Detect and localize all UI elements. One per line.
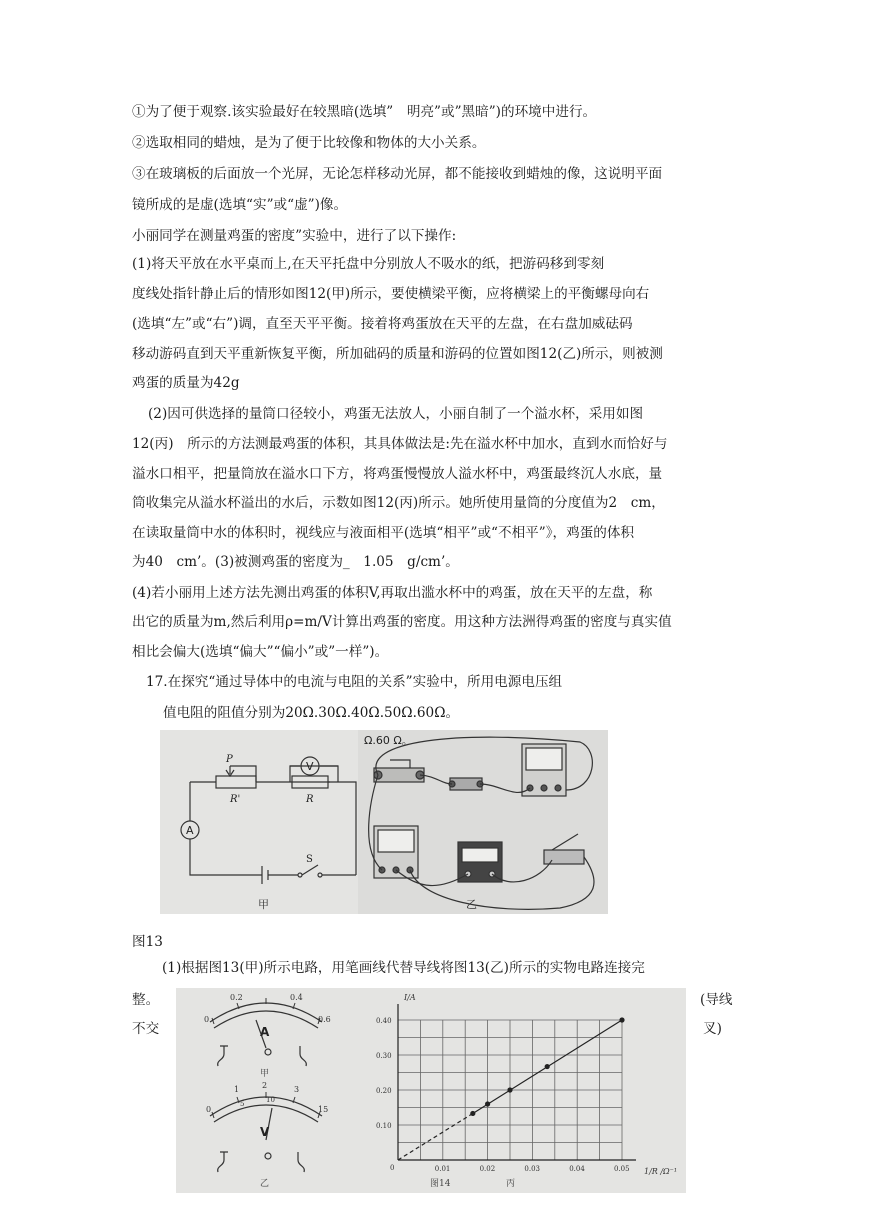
voltmeter-tick-3: 3 (294, 1085, 300, 1094)
fig13-instruction-line-1: (1)根据图13(甲)所示电路，用笔画线代替导线将图13(乙)所示的实物电路连接完 (162, 960, 645, 976)
figure-13-label-yi: 乙 (466, 898, 477, 911)
switch-label: S (306, 854, 313, 865)
text-line-8: (选填“左”或“右”)调，直至天平平衡。接着将鸡蛋放在天平的左盘，在右盘加威砝码 (132, 316, 633, 332)
graph-y-axis-label: I/A (404, 993, 416, 1002)
text-line-2: ②选取相同的蜡烛，是为了便于比较像和物体的大小关系。 (132, 135, 486, 151)
fig13-instruction-right-2: 叉) (703, 1021, 722, 1037)
voltmeter-tick-2: 2 (262, 1081, 268, 1090)
data-point (470, 1111, 475, 1116)
x-tick-label: 0.02 (479, 1165, 496, 1173)
text-line-17: (4)若小丽用上述方法先测出鸡蛋的体积V,再取出滥水杯中的鸡蛋，放在天平的左盘，称 (132, 585, 653, 601)
text-line-14: 筒收集完从溢水杯溢出的水后，示数如图12(丙)所示。她所使用量筒的分度值为2 cm， (132, 495, 665, 511)
text-line-20: 17.在探究“通过导体中的电流与电阻的关系”实验中，所用电源电压组 (146, 674, 563, 690)
ammeter-tick-1: 0.2 (230, 993, 243, 1002)
data-point (485, 1101, 490, 1106)
ammeter-tick-2: 0.4 (290, 993, 303, 1002)
text-line-21: 值电阻的阻值分别为20Ω.30Ω.40Ω.50Ω.60Ω。 (163, 705, 460, 721)
slider-label: P (226, 754, 233, 765)
fig13-instruction-left-1: 整。 (132, 992, 160, 1008)
y-tick-label: 0.40 (376, 1017, 392, 1025)
text-line-5: 小丽同学在测量鸡蛋的密度”实验中，进行了以下操作: (132, 228, 457, 244)
origin-label: 0 (390, 1164, 395, 1172)
ammeter-dial-symbol: A (260, 1025, 270, 1039)
voltmeter-tick-4: 5 (240, 1100, 245, 1108)
ammeter-tick-3: 0.6 (318, 1015, 331, 1024)
text-line-1: ①为了便于观察.该实验最好在较黑暗(选填” 明亮”或”黑暗”)的环境中进行。 (132, 104, 597, 120)
figure-13-caption: 图13 (132, 934, 163, 950)
x-tick-label: 0.04 (569, 1165, 585, 1173)
figure-13-top-label: Ω.60 Ω。 (364, 734, 413, 747)
voltmeter-label: 乙 (260, 1179, 270, 1189)
figure-13 (160, 730, 608, 914)
text-line-11: (2)因可供选择的量筒口径较小，鸡蛋无法放人，小丽自制了一个溢水杯，采用如图 (148, 406, 644, 422)
figure-14 (176, 988, 686, 1193)
x-tick-label: 0.03 (524, 1165, 540, 1173)
text-line-16: 为40 cm’。(3)被测鸡蛋的密度为_ 1.05 g/cm’。 (132, 554, 459, 570)
data-point (545, 1064, 550, 1069)
y-tick-label: 0.30 (376, 1052, 392, 1060)
text-line-15: 在读取量筒中水的体积时，视线应与液面相平(选填“相平”或“不相平”》，鸡蛋的体积 (132, 525, 635, 541)
text-line-3: ③在玻璃板的后面放一个光屏，无论怎样移动光屏，都不能接收到蜡烛的像，这说明平面 (132, 166, 663, 182)
text-line-4: 镜所成的是虚(选填“实”或“虚”)像。 (132, 197, 348, 213)
graph-x-axis-label: 1/R /Ω⁻¹ (644, 1167, 678, 1176)
text-line-19: 相比会偏大(选填“偏大”“偏小”或”一样”)。 (132, 644, 389, 660)
resistor-label: R (306, 794, 314, 805)
voltmeter-symbol: V (306, 760, 314, 773)
fig13-instruction-right-1: (导线 (700, 992, 733, 1008)
rheostat-label: R' (230, 794, 241, 805)
text-line-12: 12(丙) 所示的方法测最鸡蛋的体积，其具体做法是:先在溢水杯中加水，直到水而恰好与 (132, 436, 668, 452)
figure-14-caption: 图14 (430, 1179, 451, 1189)
figure-13-label-jia: 甲 (258, 898, 269, 911)
y-tick-label: 0.20 (376, 1087, 392, 1095)
voltmeter-tick-0: 0 (206, 1105, 212, 1114)
data-point (507, 1087, 512, 1092)
text-line-13: 溢水口相平，把量筒放在溢水口下方，将鸡蛋慢慢放人溢水杯中，鸡蛋最终沉人水底，量 (132, 466, 663, 482)
text-line-7: 度线处指针静止后的情形如图12(甲)所示，要使横梁平衡，应将横梁上的平衡螺母向右 (132, 286, 650, 302)
ammeter-label: 甲 (260, 1069, 270, 1079)
text-line-9: 移动游码直到天平重新恢复平衡，所加础码的质量和游码的位置如图12(乙)所示，则被测 (132, 346, 663, 362)
figure-13-drawing (160, 730, 608, 914)
y-tick-label: 0.10 (376, 1122, 392, 1130)
text-line-6: (1)将天平放在水平桌而上,在天平托盘中分别放人不吸水的纸，把游码移到零刻 (132, 256, 605, 272)
graph-label: 丙 (506, 1179, 516, 1189)
text-line-10: 鸡蛋的质量为42g (132, 375, 240, 391)
ammeter-symbol: A (186, 824, 194, 837)
text-line-18: 出它的质量为m,然后利用ρ=m/V计算出鸡蛋的密度。用这种方法洲得鸡蛋的密度与真实值 (132, 614, 672, 630)
ammeter-tick-0: 0 (204, 1015, 210, 1024)
voltmeter-tick-5: 10 (266, 1096, 275, 1104)
voltmeter-dial-symbol: V (260, 1125, 270, 1139)
x-tick-label: 0.05 (614, 1165, 630, 1173)
i-vs-inverse-r-graph (376, 1004, 636, 1173)
trend-line-dashed (398, 1113, 473, 1160)
voltmeter-tick-1: 1 (234, 1085, 240, 1094)
data-point (619, 1017, 624, 1022)
x-tick-label: 0.01 (434, 1165, 451, 1173)
figure-14-drawing (176, 988, 686, 1193)
voltmeter-tick-6: 15 (318, 1105, 329, 1114)
fig13-instruction-left-2: 不交 (132, 1021, 160, 1037)
